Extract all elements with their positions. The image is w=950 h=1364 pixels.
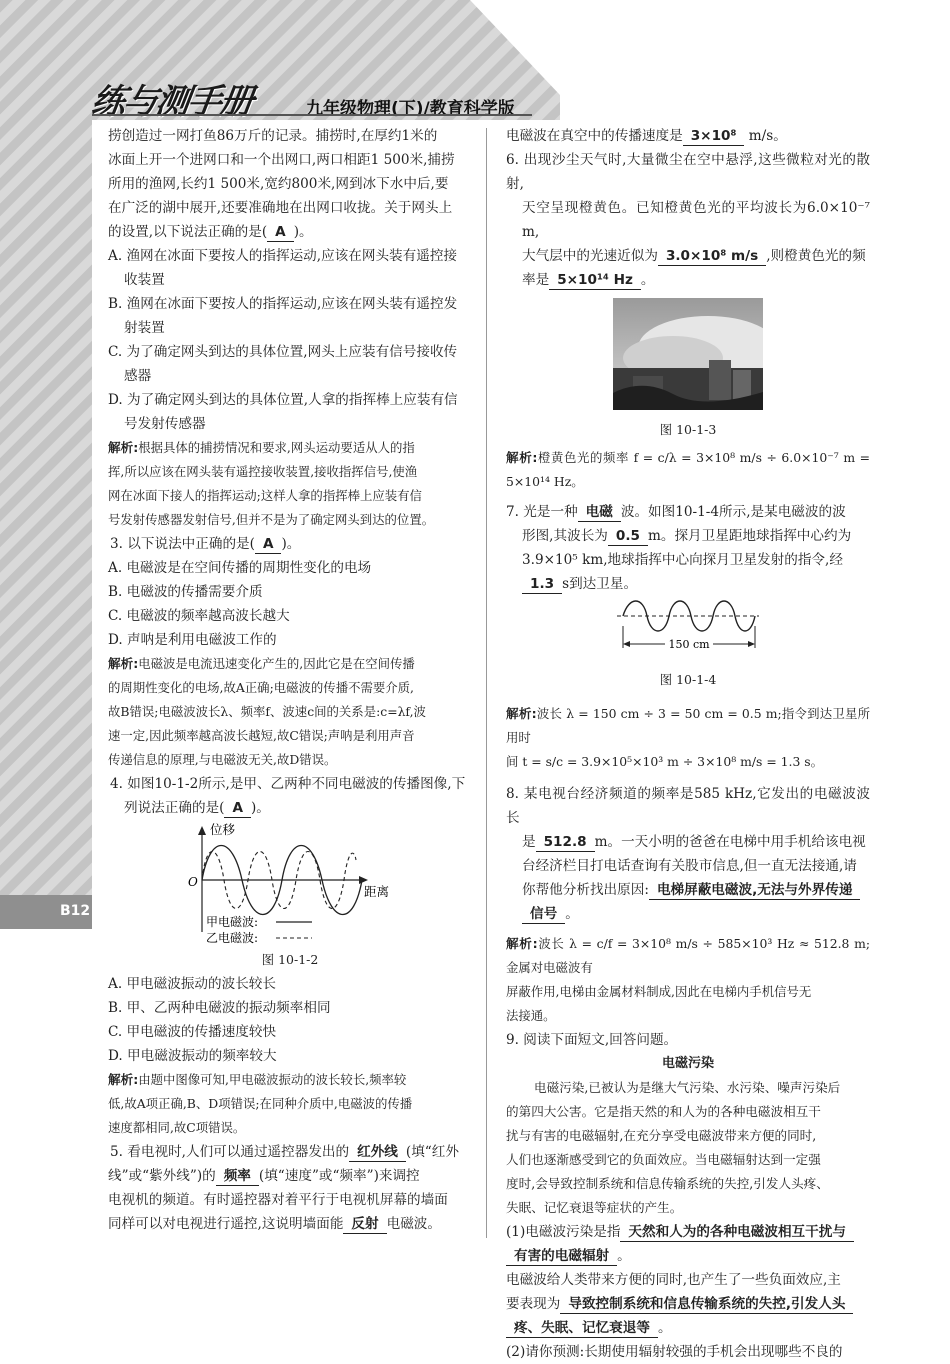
q8-line: 是 512.8 m。一天小明的爸爸在电梯中用手机给该电视 (522, 834, 866, 850)
q9-2-line: (2)请你预测:长期使用辐射较强的手机会出现哪些不良的 (506, 1344, 843, 1360)
q9-1b-answer-1: 导致控制系统和信息传输系统的失控,引发人头 (560, 1295, 853, 1314)
q4-answer: A (224, 799, 251, 818)
analysis-line: 的周期性变化的电场,故A正确;电磁波的传播不需要介质, (108, 680, 414, 695)
analysis-line: 故B错误;电磁波波长λ、频率f、波速c间的关系是:c=λf,波 (108, 704, 426, 719)
origin-label: O (188, 875, 198, 889)
left-column (108, 124, 472, 1236)
q9-stem: 9. 阅读下面短文,回答问题。 (506, 1032, 678, 1048)
option: B. 渔网在冰面下要按人的指挥运动,应该在网头装有遥控发 (108, 296, 458, 312)
analysis-line: 屏蔽作用,电梯由金属材料制成,因此在电梯内手机信号无 (506, 984, 812, 999)
q5-answer-3: 反射 (343, 1215, 386, 1234)
option: C. 电磁波的频率越高波长越大 (108, 608, 290, 624)
wavelength-label: 150 cm (668, 638, 710, 651)
option-cont: 射装置 (124, 320, 165, 336)
option: B. 甲、乙两种电磁波的振动频率相同 (108, 1000, 331, 1016)
figure-caption: 图 10-1-2 (261, 952, 319, 967)
series-logo: 练与测手册 (88, 82, 255, 122)
option: A. 电磁波是在空间传播的周期性变化的电场 (108, 560, 372, 576)
page-number-tab (0, 895, 92, 929)
option: D. 声呐是利用电磁波工作的 (108, 632, 277, 648)
passage-title: 电磁污染 (661, 1056, 714, 1071)
option: D. 甲电磁波振动的频率较大 (108, 1048, 277, 1064)
q6-line: 率是 5×10¹⁴ Hz 。 (522, 272, 655, 288)
q7-line: 形图,其波长为 0.5 m。探月卫星距地球指挥中心约为 (522, 528, 852, 544)
q5-answer-2: 频率 (216, 1167, 259, 1186)
q9-1-line: (1)电磁波污染是指 天然和人为的各种电磁波相互干扰与 (506, 1220, 870, 1244)
wave-plot (108, 820, 472, 954)
analysis-line: 速一定,因此频率越高波长越短,故C错误;声呐是利用声音 (108, 728, 415, 743)
x-axis-label: 距离 (364, 884, 390, 899)
q9-1b-line: 疼、失眠、记忆衰退等 。 (506, 1316, 870, 1340)
q8-line: 8. 某电视台经济频道的频率是585 kHz,它发出的电磁波波长 (506, 786, 870, 826)
q6-line: 6. 出现沙尘天气时,大量微尘在空中悬浮,这些微粒对光的散射, (506, 152, 870, 192)
y-axis-label: 位移 (210, 822, 236, 837)
analysis-line: 号发射传感器发射信号,但并不是为了确定网头到达的位置。 (108, 512, 435, 527)
q2-line: 捞创造过一网打鱼86万斤的记录。捕捞时,在厚约1米的 (108, 128, 438, 144)
figure-caption: 图 10-1-4 (659, 672, 717, 687)
q2-line: 冰面上开一个进网口和一个出网口,两口相距1 500米,捕捞 (108, 152, 455, 168)
q9-1b-line: 电磁波给人类带来方便的同时,也产生了一些负面效应,主 (506, 1272, 841, 1288)
figure-caption: 图 10-1-3 (659, 422, 717, 437)
option: C. 甲电磁波的传播速度较快 (108, 1024, 277, 1040)
q5-answer-4: 3×10⁸ (683, 127, 745, 146)
wave-diagram (613, 596, 763, 660)
q2-line: 的设置,以下说法正确的是( A )。 (108, 224, 313, 240)
passage-line: 电磁污染,已被认为是继大气污染、水污染、噪声污染后 (534, 1080, 841, 1095)
option-cont: 收装置 (124, 272, 165, 288)
legend-b-label: 乙电磁波: (206, 931, 259, 945)
q5-tail: 电磁波在真空中的传播速度是 3×10⁸ m/s。 (506, 128, 787, 144)
passage-line: 失眠、记忆衰退等症状的产生。 (506, 1200, 683, 1215)
option: A. 渔网在冰面下要按人的指挥运动,应该在网头装有遥控接 (108, 248, 458, 264)
header-rule (92, 114, 532, 116)
q8-line: 你帮他分析找出原因: 电梯屏蔽电磁波,无法与外界传递 (506, 878, 870, 902)
passage-line: 人们也逐渐感受到它的负面效应。当电磁辐射达到一定强 (506, 1152, 821, 1167)
q6-line: 大气层中的光速近似为 3.0×10⁸ m/s ,则橙黄色光的频 (522, 248, 866, 264)
analysis: 解析:电磁波是电流迅速变化产生的,因此它是在空间传播 (108, 656, 415, 671)
column-divider (486, 128, 487, 1238)
analysis-line: 传递信息的原理,与电磁波无关,故D错误。 (108, 752, 337, 767)
analysis: 解析:由题中图像可知,甲电磁波振动的波长较长,频率较 (108, 1072, 407, 1087)
analysis-line: 网在冰面下接人的指挥运动;这样人拿的指挥棒上应装有信 (108, 488, 422, 503)
q5-line: 5. 看电视时,人们可以通过遥控器发出的 红外线 (填“红外 (110, 1144, 459, 1160)
q8-line: 信号 。 (506, 902, 870, 926)
analysis-line: 低,故A项正确,B、D项错误;在同种介质中,电磁波的传播 (108, 1096, 413, 1111)
q5-answer-1: 红外线 (349, 1143, 406, 1162)
option: C. 为了确定网头到达的具体位置,网头上应装有信号接收传 (108, 344, 458, 360)
q9-1-answer-1: 天然和人为的各种电磁波相互干扰与 (620, 1223, 854, 1242)
analysis: 解析:根据具体的捕捞情况和要求,网头运动要适从人的指 (108, 440, 415, 455)
q9-1b-line: 要表现为 导致控制系统和信息传输系统的失控,引发人头 (506, 1292, 870, 1316)
q9-1-answer-2: 有害的电磁辐射 (506, 1247, 617, 1266)
q7-answer-3: 1.3 (522, 575, 562, 594)
q5-line: 线”或“紫外线”)的 频率 (填“速度”或“频率”)来调控 (108, 1168, 420, 1184)
q2-line: 在广泛的湖中展开,还要准确地在出网口收拢。关于网头上 (108, 200, 453, 216)
q2-line: 所用的渔网,长约1 500米,宽约800米,网到冰下水中后,要 (108, 176, 449, 192)
q8-answer-3: 信号 (522, 905, 565, 924)
page-number: B12 (60, 903, 91, 919)
analysis: 解析:波长 λ = c/f = 3×10⁸ m/s ÷ 585×10³ Hz ≈ 512.8 m;金属对电磁波有 (506, 936, 870, 975)
q6-answer-1: 3.0×10⁸ m/s (658, 247, 766, 266)
analysis-line: 法接通。 (506, 1008, 556, 1023)
q9-1-line: 有害的电磁辐射 。 (506, 1244, 870, 1268)
legend-a-label: 甲电磁波: (206, 915, 259, 929)
q7-answer-1: 电磁 (578, 503, 621, 522)
sandstorm-photo (613, 298, 763, 410)
option: B. 电磁波的传播需要介质 (108, 584, 263, 600)
option: A. 甲电磁波振动的波长较长 (108, 976, 276, 992)
q7-line: 7. 光是一种 电磁 波。如图10-1-4所示,是某电磁波的波 (506, 504, 846, 520)
q6-answer-2: 5×10¹⁴ Hz (549, 271, 641, 290)
figure-10-1-4 (506, 596, 870, 668)
book-subtitle: 九年级物理(下)/教育科学版 (306, 99, 515, 119)
analysis-line: 挥,所以应该在网头装有遥控接收装置,接收指挥信号,使渔 (108, 464, 418, 479)
option-cont: 感器 (124, 368, 152, 384)
analysis: 解析:波长 λ = 150 cm ÷ 3 = 50 cm = 0.5 m;指令到达卫星所用时 (506, 706, 870, 745)
passage-line: 的第四大公害。它是指天然的和人为的各种电磁波相互干 (506, 1104, 821, 1119)
q3-stem: 3. 以下说法中正确的是( A )。 (110, 536, 301, 552)
option: D. 为了确定网头到达的具体位置,人拿的指挥棒上应装有信 (108, 392, 458, 408)
q5-line: 同样可以对电视进行遥控,这说明墙面能 反射 电磁波。 (108, 1216, 441, 1232)
q9-1b-answer-2: 疼、失眠、记忆衰退等 (506, 1319, 658, 1338)
q7-answer-2: 0.5 (608, 527, 648, 546)
q2-answer: A (267, 223, 294, 242)
passage-line: 度时,会导致控制系统和信息传输系统的失控,引发人头疼、 (506, 1176, 829, 1191)
q8-answer-2: 电梯屏蔽电磁波,无法与外界传递 (649, 881, 860, 900)
figure-10-1-3 (506, 298, 870, 418)
analysis: 解析:橙黄色光的频率 f = c/λ = 3×10⁸ m/s ÷ 6.0×10⁻⁷ m = 5×10¹⁴ Hz。 (506, 450, 871, 489)
right-column (506, 124, 870, 1364)
passage-line: 扰与有害的电磁辐射,在充分享受电磁波带来方便的同时, (506, 1128, 817, 1143)
figure-10-1-2 (108, 820, 472, 954)
q8-answer-1: 512.8 (536, 833, 595, 852)
q4-stem: 列说法正确的是( A )。 (124, 800, 270, 816)
q7-line: 3.9×10⁵ km,地球指挥中心向探月卫星发射的指令,经 (522, 552, 843, 568)
q4-stem: 4. 如图10-1-2所示,是甲、乙两种不同电磁波的传播图像,下 (110, 776, 466, 792)
option-cont: 号发射传感器 (124, 416, 206, 432)
q6-line: 天空呈现橙黄色。已知橙黄色光的平均波长为6.0×10⁻⁷ m, (522, 200, 870, 240)
analysis-line: 速度都相同,故C项错误。 (108, 1120, 246, 1135)
q5-line: 电视机的频道。有时遥控器对着平行于电视机屏幕的墙面 (108, 1192, 448, 1208)
q7-line: 1.3 s到达卫星。 (506, 572, 870, 596)
q3-answer: A (255, 535, 282, 554)
analysis-line: 间 t = s/c = 3.9×10⁵×10³ m ÷ 3×10⁸ m/s = 1.3 s。 (506, 754, 824, 769)
q8-line: 台经济栏目打电话查询有关股市信息,但一直无法接通,请 (522, 858, 857, 874)
